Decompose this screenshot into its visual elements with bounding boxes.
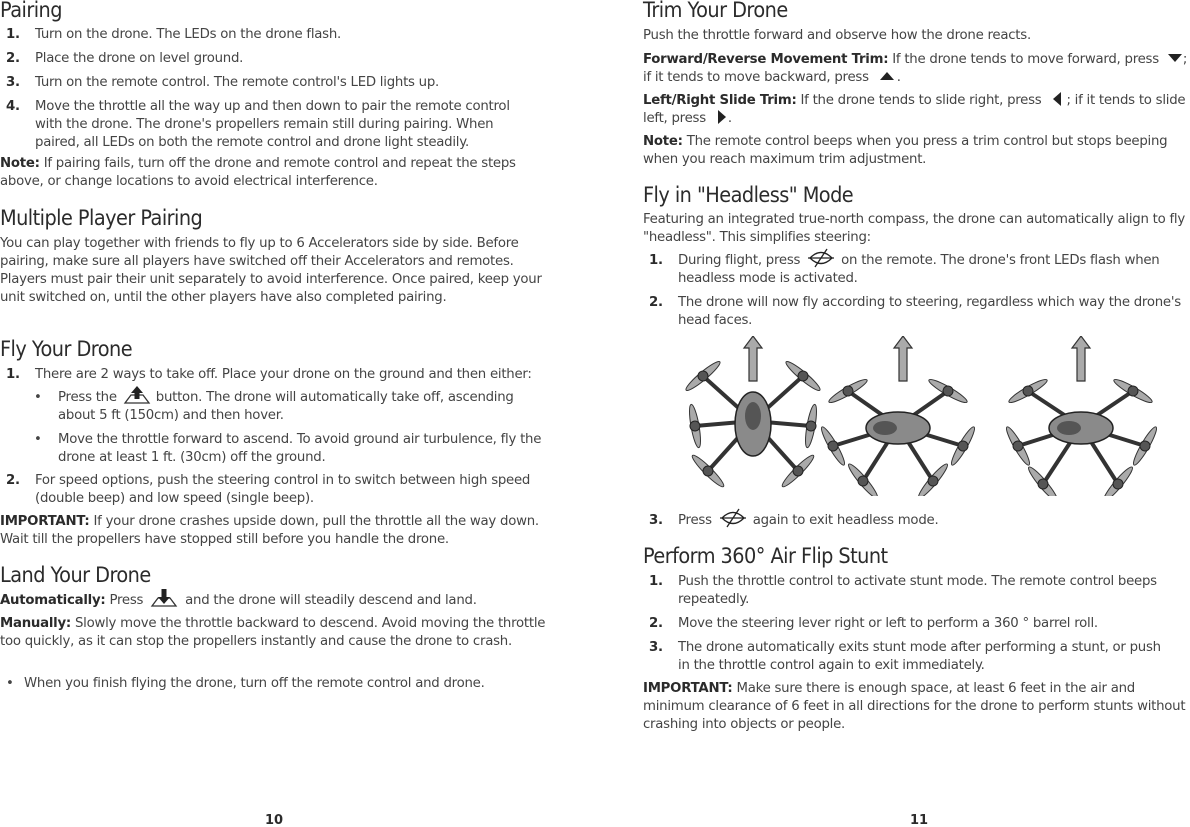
pairing-heading: Pairing — [0, 0, 62, 22]
trim-down-arrow-icon — [1167, 53, 1183, 63]
flip-heading: Perform 360° Air Flip Stunt — [643, 544, 888, 568]
fly-steps — [0, 366, 570, 508]
trim-left-arrow-icon — [1051, 91, 1063, 107]
list-item: 2. For speed options, push the steering control in to switch between high speed (double beep) and low speed (single beep). — [6, 473, 531, 506]
trim-heading: Trim Your Drone — [643, 0, 788, 22]
trim-note: Note: The remote control beeps when you press a trim control but stops beeping when you reach maximum trim adjustment. — [643, 134, 1168, 167]
flip-steps — [643, 573, 1190, 675]
trim-intro: Push the throttle forward and observe how the drone reacts. — [643, 28, 1031, 43]
flip-important: IMPORTANT: Make sure there is enough space, at least 6 feet in the air and minimum clearance of 6 feet in all directions for the drone to perform stunts without crashing into objects or people. — [643, 681, 1186, 732]
page-number: 10 — [265, 813, 284, 827]
pairing-steps — [0, 26, 560, 152]
list-item: 1. Push the throttle control to activate stunt mode. The remote control beeps repeatedly. — [649, 574, 1157, 607]
list-item: 1. There are 2 ways to take off. Place your drone on the ground and then either: — [6, 367, 532, 382]
list-item: 2. Move the steering lever right or left to perform a 360 ° barrel roll. — [649, 616, 1098, 631]
land-auto: Automatically: Press and the drone will steadily descend and land. — [0, 592, 560, 610]
list-item: 2. The drone will now fly according to steering, regardless which way the drone's head faces. — [649, 295, 1181, 328]
land-icon — [150, 587, 178, 607]
trim-up-arrow-icon — [879, 71, 895, 81]
land-manual: Manually: Slowly move the throttle backward to descend. Avoid moving the throttle too quickly, as it can stop the propellers instantly and cause the drone to crash. — [0, 616, 546, 649]
page-number: 11 — [910, 813, 929, 827]
takeoff-icon — [123, 384, 151, 404]
headless-steps — [643, 252, 1190, 330]
trim-left-right: Left/Right Slide Trim: If the drone tends to slide right, press ; if it tends to slide left, press . — [643, 92, 1190, 128]
drone-illustration-rotated-right — [993, 336, 1163, 496]
fly-heading: Fly Your Drone — [0, 337, 133, 361]
land-bullet: • When you finish flying the drone, turn off the remote control and drone. — [6, 676, 485, 691]
drone-illustration-rotated-left — [813, 336, 983, 496]
list-item: 3. Turn on the remote control. The remote control's LED lights up. — [6, 75, 440, 90]
list-item: 2. Place the drone on level ground. — [6, 51, 244, 66]
headless-mode-icon — [717, 508, 749, 528]
trim-right-arrow-icon — [716, 109, 728, 125]
list-item: 3. Press again to exit headless mode. — [643, 512, 1190, 530]
pairing-note: Note: If pairing fails, turn off the drone and remote control and repeat the steps above, or change locations to avoid electrical interference. — [0, 156, 516, 189]
headless-intro: Featuring an integrated true-north compass, the drone can automatically align to fly "headless". This simplifies steering: — [643, 212, 1185, 245]
list-item: 1. During flight, press on the remote. The drone's front LEDs flash when headless mode is activated. — [643, 252, 1190, 288]
land-heading: Land Your Drone — [0, 563, 151, 587]
fly-important: IMPORTANT: If your drone crashes upside down, pull the throttle all the way down. Wait till the propellers have stopped still before you handle the drone. — [0, 514, 539, 547]
list-item: 1. Turn on the drone. The LEDs on the drone flash. — [6, 27, 342, 42]
drone-illustration-upright — [673, 336, 833, 496]
list-item: 3. The drone automatically exits stunt mode after performing a stunt, or push in the throttle control again to exit immediately. — [649, 640, 1161, 673]
multi-pairing-body: You can play together with friends to fly up to 6 Accelerators side by side. Before pairing, make sure all players have switched off their Accelerators and remotes. Players must pair their unit separately to avoid interference. Once paired, keep your unit switched on, until the other players have also completed pairing. — [0, 236, 542, 305]
trim-forward-reverse: Forward/Reverse Movement Trim: If the drone tends to move forward, press ; if it tends to move backward, press . — [643, 52, 1188, 85]
headless-steps-cont — [643, 512, 1190, 530]
multi-pairing-heading: Multiple Player Pairing — [0, 206, 203, 230]
list-item: • Move the throttle forward to ascend. To avoid ground air turbulence, fly the drone at least 1 ft. (30cm) off the ground. — [0, 431, 556, 467]
headless-heading: Fly in "Headless" Mode — [643, 183, 854, 207]
list-item: 4. Move the throttle all the way up and then down to pair the remote control with the drone. The drone's propellers remain still during pairing. When paired, all LEDs on both the remote control and drone light steadily. — [6, 99, 510, 150]
list-item: • Press the button. The drone will automatically take off, ascending about 5 ft (150cm) and then hover. — [0, 389, 550, 425]
headless-mode-icon — [805, 248, 837, 268]
